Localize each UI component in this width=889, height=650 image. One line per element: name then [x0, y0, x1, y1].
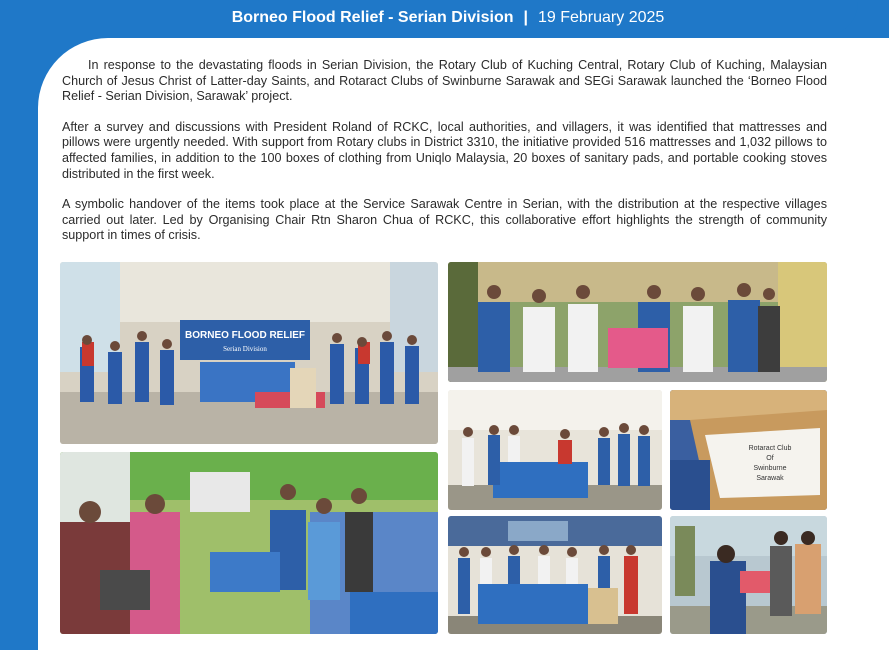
- article-title: Borneo Flood Relief - Serian Division: [231, 9, 514, 26]
- box-label-line4: Sarawak: [756, 475, 784, 482]
- paragraph-survey: After a survey and discussions with President Roland of RCKC, local authorities, and villagers, it was identified that mattresses and pillows were urgently needed. With support from Rotary clubs in District 3310, the initiative provided 516 mattresses and 1,032 pillows to affected families, in addition to the 100 boxes of clothing from Uniqlo Malaysia, 20 boxes of sanitary pads, and portable cooking stoves distributed in the first week.: [62, 119, 827, 181]
- box-label-line1: Rotaract Club: [748, 445, 792, 452]
- article-header: [38, 0, 858, 36]
- photo-outdoor-carry: [670, 516, 827, 634]
- banner-title: BORNEO FLOOD RELIEF: [185, 330, 305, 341]
- header-separator: |: [523, 9, 528, 26]
- photo-hall-distribution: [448, 390, 662, 510]
- article-body: [62, 58, 827, 259]
- article-date: 19 February 2025: [537, 9, 665, 26]
- banner-subtitle: Serian Division: [223, 345, 267, 353]
- paragraph-intro: In response to the devastating floods in Serian Division, the Rotary Club of Kuching Central, Rotary Club of Kuching, Malaysian Church of Jesus Christ of Latter-day Saints, and Rotaract Clubs of Swinburne Sarawak and SEGi Sarawak launched the ‘Borneo Flood Relief - Serian Division, Sarawak’ project.: [62, 58, 827, 104]
- photo-handover: [448, 262, 827, 382]
- photo-box-label: [670, 390, 827, 510]
- box-label-line3: Swinburne: [753, 465, 787, 472]
- box-label-line2: Of: [766, 455, 774, 462]
- photo-village-distribution: [60, 452, 438, 634]
- paragraph-handover: A symbolic handover of the items took place at the Service Sarawak Centre in Serian, with the distribution at the respective villages carried out later. Led by Organising Chair Rtn Sharon Chua of RCKC, this collaborative effort highlights the strength of community support in times of crisis.: [62, 197, 827, 243]
- photo-group-banner: [60, 262, 438, 444]
- photo-indoor-group: [448, 516, 662, 634]
